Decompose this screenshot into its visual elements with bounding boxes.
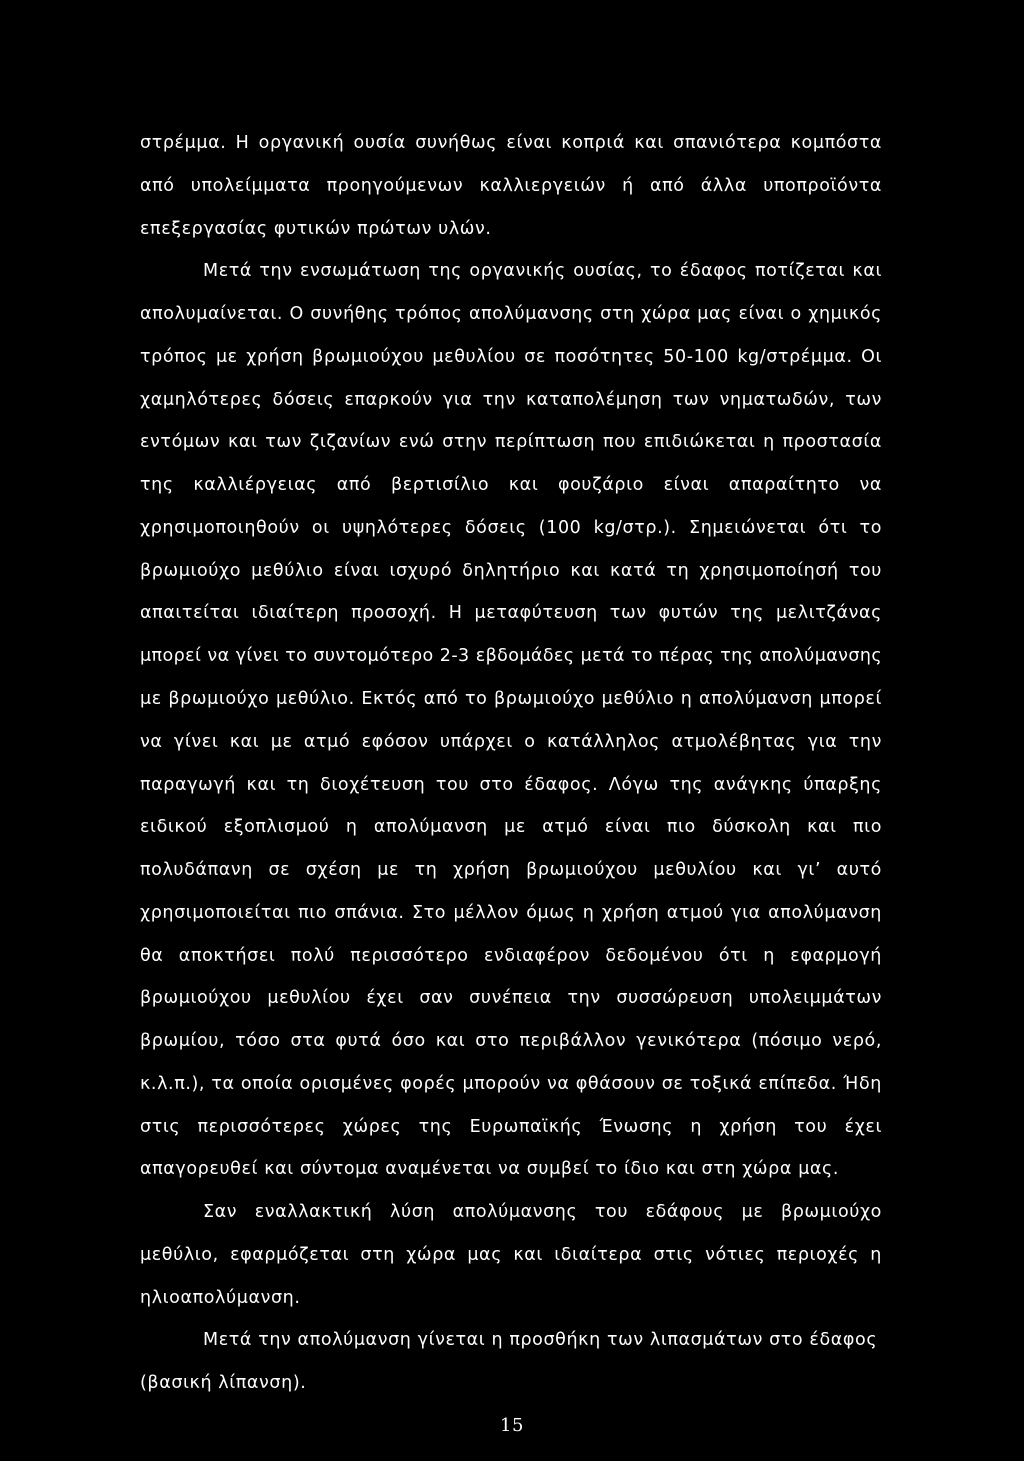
text-line: πολυδάπανη σε σχέση με τη χρήση βρωμιούχου μεθυλίου και γι’ αυτό <box>140 860 882 880</box>
text-line: επεξεργασίας φυτικών πρώτων υλών. <box>140 219 492 239</box>
text-line: Σαν εναλλακτική λύση απολύμανσης του εδάφους με βρωμιούχο <box>203 1202 882 1222</box>
text-line: μπορεί να γίνει το συντομότερο 2-3 εβδομάδες μετά το πέρας της απολύμανσης <box>140 646 882 666</box>
text-line: Μετά την απολύμανση γίνεται η προσθήκη των λιπασμάτων στο έδαφος <box>203 1330 878 1350</box>
text-line: της καλλιέργειας από βερτισίλιο και φουζάριο είναι απαραίτητο να <box>140 475 882 495</box>
text-line: να γίνει και με ατμό εφόσον υπάρχει ο κατάλληλος ατμολέβητας για την <box>140 732 882 752</box>
text-line: ηλιοαπολύμανση. <box>140 1288 301 1308</box>
text-line: θα αποκτήσει πολύ περισσότερο ενδιαφέρον δεδομένου ότι η εφαρμογή <box>140 946 882 966</box>
text-line: απολυμαίνεται. Ο συνήθης τρόπος απολύμανσης στη χώρα μας είναι ο χημικός <box>140 304 882 324</box>
text-line: χρησιμοποιηθούν οι υψηλότερες δόσεις (100 kg/στρ.). Σημειώνεται ότι το <box>140 518 882 538</box>
text-line: κ.λ.π.), τα οποία ορισμένες φορές μπορούν να φθάσουν σε τοξικά επίπεδα. Ήδη <box>140 1074 882 1094</box>
text-line: από υπολείμματα προηγούμενων καλλιεργειών ή από άλλα υποπροϊόντα <box>140 176 882 196</box>
text-line: εντόμων και των ζιζανίων ενώ στην περίπτωση που επιδιώκεται η προστασία <box>140 432 882 452</box>
text-line: Μετά την ενσωμάτωση της οργανικής ουσίας, το έδαφος ποτίζεται και <box>203 261 882 281</box>
text-line: (βασική λίπανση). <box>140 1373 307 1393</box>
text-line: παραγωγή και τη διοχέτευση του στο έδαφος. Λόγω της ανάγκης ύπαρξης <box>140 775 882 795</box>
text-line: ειδικού εξοπλισμού η απολύμανση με ατμό είναι πιο δύσκολη και πιο <box>140 817 882 837</box>
text-line: βρωμίου, τόσο στα φυτά όσο και στο περιβάλλον γενικότερα (πόσιμο νερό, <box>140 1031 882 1051</box>
text-line: χαμηλότερες δόσεις επαρκούν για την καταπολέμηση των νηματωδών, των <box>140 390 882 410</box>
text-line: βρωμιούχου μεθυλίου έχει σαν συνέπεια την συσσώρευση υπολειμμάτων <box>140 988 882 1008</box>
text-line: χρησιμοποιείται πιο σπάνια. Στο μέλλον όμως η χρήση ατμού για απολύμανση <box>140 903 882 923</box>
page-number: 15 <box>499 1415 525 1436</box>
text-line: με βρωμιούχο μεθύλιο. Εκτός από το βρωμιούχο μεθύλιο η απολύμανση μπορεί <box>140 689 882 709</box>
text-line: απαιτείται ιδιαίτερη προσοχή. Η μεταφύτευση των φυτών της μελιτζάνας <box>140 603 882 623</box>
text-line: απαγορευθεί και σύντομα αναμένεται να συμβεί το ίδιο και στη χώρα μας. <box>140 1159 840 1179</box>
text-line: στις περισσότερες χώρες της Ευρωπαϊκής Ένωσης η χρήση του έχει <box>140 1117 882 1137</box>
text-line: μεθύλιο, εφαρμόζεται στη χώρα μας και ιδιαίτερα στις νότιες περιοχές η <box>140 1245 882 1265</box>
text-line: τρόπος με χρήση βρωμιούχου μεθυλίου σε ποσότητες 50-100 kg/στρέμμα. Οι <box>140 347 882 367</box>
text-line: στρέμμα. Η οργανική ουσία συνήθως είναι κοπριά και σπανιότερα κομπόστα <box>140 133 882 153</box>
text-line: βρωμιούχο μεθύλιο είναι ισχυρό δηλητήριο και κατά τη χρησιμοποίησή του <box>140 561 882 581</box>
